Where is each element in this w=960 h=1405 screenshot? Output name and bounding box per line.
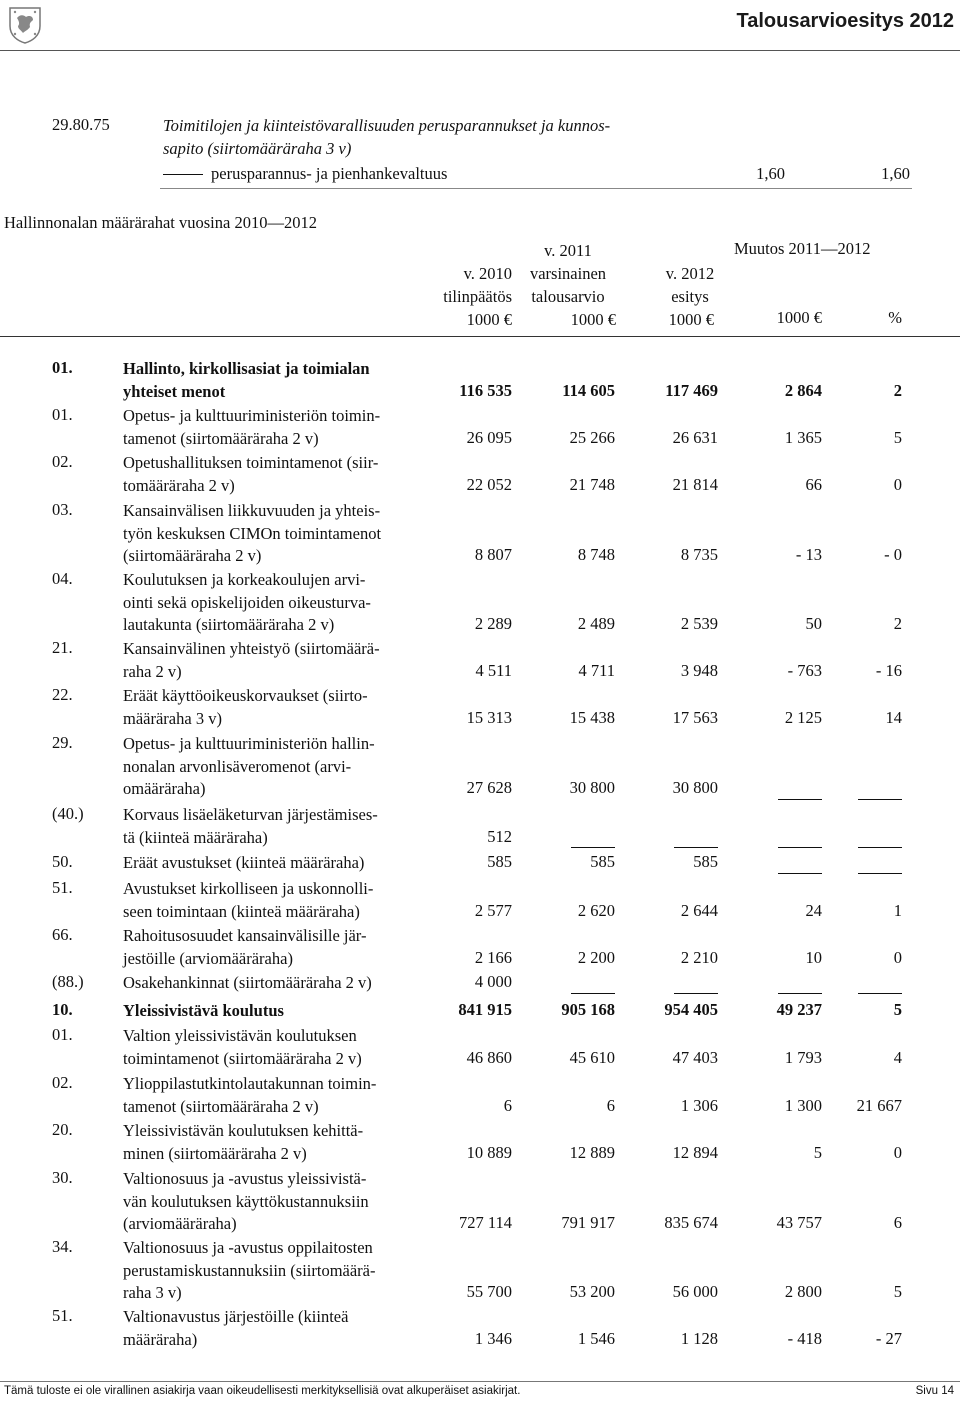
footer-page-number: Sivu 14	[915, 1385, 954, 1397]
row-code: (88.)	[52, 972, 84, 991]
col-header-2011-year: v. 2011	[544, 241, 592, 260]
row-label: Valtionavustus järjestöille (kiinteä määräraha)	[123, 1307, 349, 1349]
row-label: Yleissivistävän koulutuksen kehittä- minen (siirtomääräraha 2 v)	[123, 1121, 364, 1163]
header-rule	[0, 50, 960, 51]
row-value-col3	[674, 982, 718, 1002]
row-value-col4: 5	[813, 1142, 822, 1162]
row-value-col5: 6	[893, 1213, 902, 1232]
row-value-col3: 835 674	[664, 1213, 718, 1232]
col-header-2011-unit: 1000 €	[570, 310, 616, 329]
row-value-col4	[778, 982, 822, 1002]
row-code: 04.	[52, 569, 73, 588]
row-value-col1: 116 535	[459, 380, 512, 400]
row-value-col1: 10 889	[466, 1142, 512, 1162]
row-value-col1: 2 166	[474, 947, 512, 967]
row-value-col2: 905 168	[561, 1000, 615, 1019]
row-label: Korvaus lisäeläketurvan järjestämises- tä (kiinteä määräraha)	[123, 805, 378, 847]
row-code: 01.	[52, 1025, 73, 1044]
row-code: 51.	[52, 1306, 73, 1325]
col-header-2011-type2: talousarvio	[531, 287, 605, 306]
row-code: 29.	[52, 733, 73, 752]
row-label: Opetus- ja kulttuuriministeriön hallin- nonalan arvonlisäveromenot (arvi- omääräraha)	[123, 734, 375, 798]
row-code: 51.	[52, 878, 73, 897]
empty-value-dash	[571, 847, 615, 848]
authority-line	[163, 164, 447, 184]
row-label: Opetushallituksen toimintamenot (siir- tomääräraha 2 v)	[123, 453, 379, 495]
row-value-col1: 22 052	[466, 474, 512, 494]
row-value-col5	[858, 862, 902, 882]
row-code: 50.	[52, 852, 73, 871]
row-value-col3: 1 306	[680, 1095, 718, 1115]
row-value-col4: 43 757	[776, 1213, 822, 1232]
row-value-col5: - 27	[875, 1328, 902, 1348]
authority-value-2011: 1,60	[756, 164, 785, 183]
row-value-col5	[858, 837, 902, 857]
row-value-col1: 8 807	[474, 545, 512, 564]
row-value-col2: 585	[590, 852, 615, 871]
row-value-col3: 47 403	[672, 1047, 718, 1067]
row-value-col2: 1 546	[577, 1328, 615, 1348]
row-label: Valtionosuus ja -avustus oppilaitosten perustamiskustannuksiin (siirtomäärä- raha 3 v)	[123, 1238, 376, 1302]
row-value-col1: 1 346	[474, 1328, 512, 1348]
empty-value-dash	[571, 993, 615, 994]
row-value-col5: 5	[893, 427, 902, 447]
row-value-col5: 4	[893, 1047, 902, 1067]
row-value-col3: 21 814	[672, 474, 718, 494]
row-value-col2: 8 748	[577, 545, 615, 564]
row-value-col5: 1	[893, 900, 902, 920]
row-code: 22.	[52, 685, 73, 704]
row-label: Hallinto, kirkollisasiat ja toimialan yhteiset menot	[123, 359, 370, 401]
row-value-col2: 30 800	[569, 778, 615, 797]
empty-value-dash	[778, 873, 822, 874]
col-header-2010	[420, 262, 512, 331]
row-value-col2: 4 711	[578, 660, 615, 680]
row-value-col5: 5	[893, 1000, 902, 1019]
empty-value-dash	[778, 993, 822, 994]
row-value-col1: 2 289	[474, 614, 512, 633]
row-code: 03.	[52, 500, 73, 519]
row-value-col5: 21 667	[856, 1095, 902, 1115]
row-value-col1: 26 095	[466, 427, 512, 447]
authority-label: perusparannus- ja pienhankevaltuus	[211, 164, 448, 183]
col-header-change-unit: 1000 €	[776, 308, 822, 327]
row-code: 20.	[52, 1120, 73, 1139]
row-label: Yleissivistävä koulutus	[123, 1001, 284, 1020]
row-value-col2: 791 917	[561, 1213, 615, 1232]
row-value-col4: - 763	[787, 660, 822, 680]
row-value-col3: 117 469	[665, 380, 718, 400]
row-value-col3: 585	[693, 852, 718, 871]
col-header-2012-unit: 1000 €	[668, 310, 714, 329]
row-value-col3: 26 631	[672, 427, 718, 447]
row-value-col3: 17 563	[672, 707, 718, 727]
row-value-col3: 56 000	[672, 1282, 718, 1301]
empty-value-dash	[674, 993, 718, 994]
col-header-2012	[640, 262, 740, 331]
row-value-col5: - 0	[884, 545, 902, 564]
row-value-col2: 2 489	[577, 614, 615, 633]
row-value-col3: 3 948	[680, 660, 718, 680]
row-value-col3: 30 800	[672, 778, 718, 797]
row-value-col5: 14	[885, 707, 902, 727]
row-value-col4: 50	[805, 614, 822, 633]
row-value-col5: 0	[893, 474, 902, 494]
row-code: 01.	[52, 405, 73, 424]
section-title-line2: sapito (siirtomääräraha 3 v)	[163, 139, 352, 158]
row-value-col5: 2	[893, 380, 902, 400]
row-value-col4: 2 864	[784, 380, 822, 400]
row-value-col2: 12 889	[569, 1142, 615, 1162]
row-value-col4: 10	[805, 947, 822, 967]
empty-value-dash	[778, 799, 822, 800]
finnish-coat-of-arms-logo	[8, 6, 42, 44]
row-value-col2: 114 605	[562, 380, 615, 400]
row-value-col1: 841 915	[458, 1000, 512, 1019]
row-value-col2: 2 200	[577, 947, 615, 967]
row-value-col2: 15 438	[569, 707, 615, 727]
row-label: Kansainvälisen liikkuvuuden ja yhteis- työn keskuksen CIMOn toimintamenot (siirtomääräraha 2 v)	[123, 501, 382, 565]
row-value-col1: 4 511	[475, 660, 512, 680]
row-value-col2: 21 748	[569, 474, 615, 494]
empty-value-dash	[858, 993, 902, 994]
row-label: Rahoitusosuudet kansainvälisille jär- jestöille (arviomääräraha)	[123, 926, 367, 968]
row-value-col3: 2 539	[680, 614, 718, 633]
section-code: 29.80.75	[52, 115, 110, 134]
row-value-col3: 1 128	[680, 1328, 718, 1348]
col-header-change-percent: %	[888, 308, 902, 327]
row-value-col3: 8 735	[680, 545, 718, 564]
col-header-2011-type1: varsinainen	[529, 264, 607, 283]
row-value-col4	[778, 788, 822, 808]
empty-value-dash	[674, 847, 718, 848]
col-header-2010-type: tilinpäätös	[443, 287, 512, 306]
col-header-change-group: Muutos 2011—2012	[734, 239, 871, 258]
row-code: 10.	[52, 1000, 73, 1019]
row-label: Avustukset kirkolliseen ja uskonnolli- seen toimintaan (kiinteä määräraha)	[123, 879, 374, 921]
row-value-col3: 2 210	[680, 947, 718, 967]
row-value-col5: 2	[893, 614, 902, 633]
row-label: Kansainvälinen yhteistyö (siirtomäärä- raha 2 v)	[123, 639, 380, 681]
row-value-col1: 55 700	[466, 1282, 512, 1301]
row-code: 30.	[52, 1168, 73, 1187]
table-title: Hallinnonalan määrärahat vuosina 2010—2012	[4, 213, 317, 232]
col-header-2010-unit: 1000 €	[466, 310, 512, 329]
row-value-col5: 5	[893, 1282, 902, 1301]
row-code: 66.	[52, 925, 73, 944]
col-header-2012-year: v. 2012	[665, 264, 715, 283]
row-value-col1: 27 628	[466, 778, 512, 797]
row-value-col1: 15 313	[466, 707, 512, 727]
row-value-col4: 49 237	[776, 1000, 822, 1019]
empty-value-dash	[858, 873, 902, 874]
empty-value-dash	[858, 799, 902, 800]
row-value-col2: 53 200	[569, 1282, 615, 1301]
row-label: Valtion yleissivistävän koulutuksen toimintamenot (siirtomääräraha 2 v)	[123, 1026, 362, 1068]
row-label: Koulutuksen ja korkeakoulujen arvi- ointi sekä opiskelijoiden oikeusturva- lautakunta (siirtomääräraha 2 v)	[123, 570, 371, 634]
row-label: Eräät avustukset (kiinteä määräraha)	[123, 853, 365, 872]
row-code: 21.	[52, 638, 73, 657]
empty-value-dash	[858, 847, 902, 848]
row-value-col2	[571, 982, 615, 1002]
row-value-col4: 1 793	[784, 1047, 822, 1067]
row-label: Osakehankinnat (siirtomääräraha 2 v)	[123, 973, 372, 992]
row-code: 02.	[52, 1073, 73, 1092]
col-header-2011	[518, 239, 618, 331]
row-value-col2: 25 266	[569, 427, 615, 447]
row-label: Ylioppilastutkintolautakunnan toimin- tamenot (siirtomääräraha 2 v)	[123, 1074, 377, 1116]
row-value-col1: 727 114	[458, 1213, 512, 1232]
row-value-col4: 24	[805, 900, 822, 920]
row-value-col4: - 13	[795, 545, 822, 564]
row-value-col2: 2 620	[577, 900, 615, 920]
row-value-col4: 66	[805, 474, 822, 494]
row-value-col1: 46 860	[466, 1047, 512, 1067]
empty-value-dash	[778, 847, 822, 848]
row-value-col5	[858, 982, 902, 1002]
row-value-col3: 12 894	[672, 1142, 718, 1162]
row-value-col4: - 418	[787, 1328, 822, 1348]
authority-value-2012: 1,60	[881, 164, 910, 183]
row-label: Eräät käyttöoikeuskorvaukset (siirto- määräraha 3 v)	[123, 686, 368, 728]
row-value-col2: 45 610	[569, 1047, 615, 1067]
row-value-col4	[778, 862, 822, 882]
row-value-col1: 4 000	[474, 972, 512, 991]
row-value-col1: 6	[503, 1095, 512, 1115]
row-value-col5: 0	[893, 947, 902, 967]
row-label: Opetus- ja kulttuuriministeriön toimin- tamenot (siirtomääräraha 2 v)	[123, 406, 381, 448]
footer-rule	[0, 1381, 960, 1382]
row-value-col4: 1 365	[784, 427, 822, 447]
row-code: 02.	[52, 452, 73, 471]
footer-notice: Tämä tuloste ei ole virallinen asiakirja vaan oikeudellisesti merkityksellisiä ovat alkuperäiset asiakirjat.	[4, 1385, 521, 1397]
row-code: 34.	[52, 1237, 73, 1256]
leader-dash	[163, 174, 203, 175]
row-value-col4	[778, 837, 822, 857]
row-value-col3: 954 405	[664, 1000, 718, 1019]
row-value-col4: 2 125	[784, 707, 822, 727]
row-value-col2: 6	[606, 1095, 615, 1115]
row-value-col5	[858, 788, 902, 808]
row-value-col4: 1 300	[784, 1095, 822, 1115]
row-code: (40.)	[52, 804, 84, 823]
row-value-col1: 2 577	[474, 900, 512, 920]
col-header-2012-type: esitys	[671, 287, 709, 306]
row-label: Valtionosuus ja -avustus yleissivistä- vän koulutuksen käyttökustannuksiin (arviomääräraha)	[123, 1169, 369, 1233]
row-value-col1: 512	[487, 826, 512, 846]
document-title: Talousarvioesitys 2012	[736, 10, 954, 32]
row-value-col4: 2 800	[784, 1282, 822, 1301]
row-value-col3: 2 644	[680, 900, 718, 920]
row-value-col5: 0	[893, 1142, 902, 1162]
table-header-rule	[0, 336, 960, 337]
section-underline	[160, 188, 912, 189]
row-value-col1: 585	[487, 852, 512, 871]
section-title-line1: Toimitilojen ja kiinteistövarallisuuden perusparannukset ja kunnos-	[163, 116, 611, 135]
row-code: 01.	[52, 358, 73, 377]
row-value-col5: - 16	[875, 660, 902, 680]
col-header-2010-year: v. 2010	[463, 264, 512, 283]
